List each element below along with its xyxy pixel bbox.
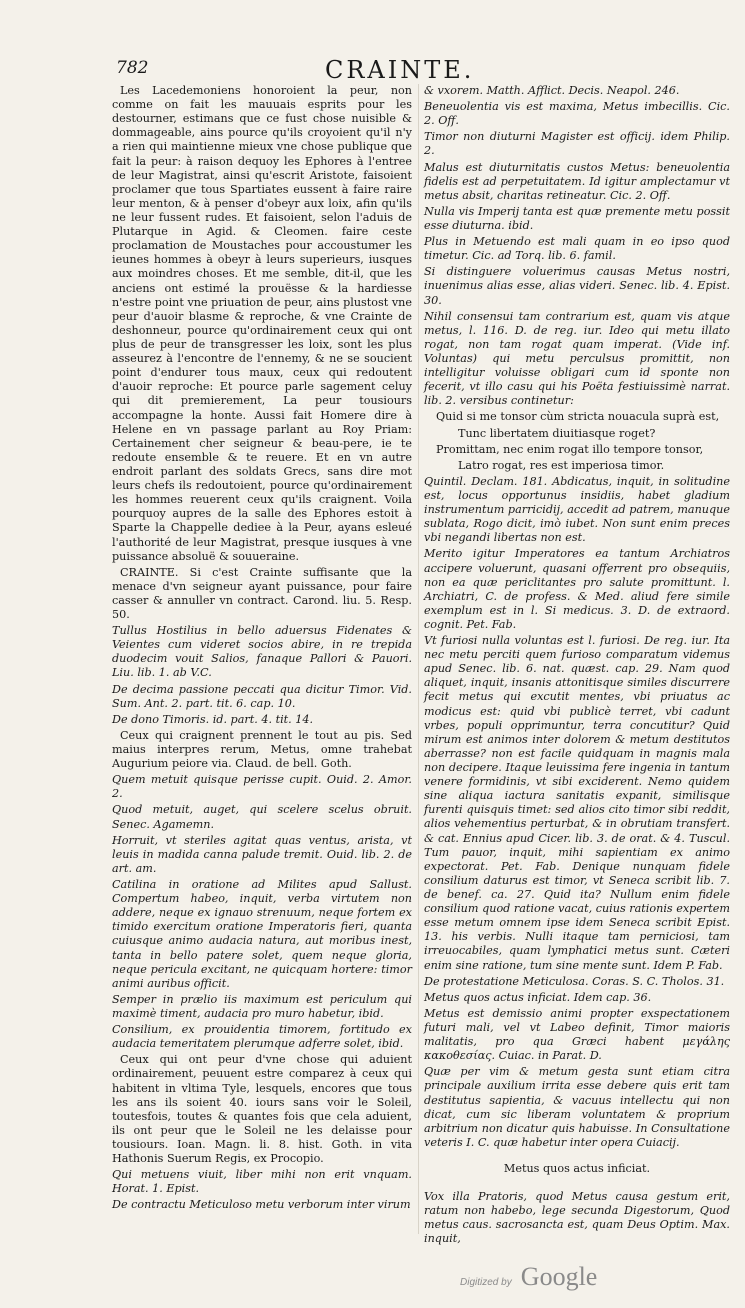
- right-column-paragraph: Beneuolentia vis est maxima, Metus imbecillis. Cic. 2. Off.: [424, 100, 730, 128]
- right-column-paragraph: Merito igitur Imperatores ea tantum Archiatros accipere voluerunt, quasani offerrent pro obsequiis, non ea quæ periclitantes pro salute promittunt. l. Archiatri, C. de profess. & Med. aliud fere simile exemplum est in l. Si medicus. 3. D. de extraord. cognit. Pet. Fab.: [424, 547, 730, 631]
- left-column-paragraph: Quem metuit quisque perisse cupit. Ouid. 2. Amor. 2.: [112, 773, 412, 801]
- left-column-paragraph: De contractu Meticuloso metu verborum inter virum: [112, 1198, 411, 1212]
- digitized-label: Digitized by: [460, 1277, 512, 1288]
- page-title: CRAINTE.: [325, 56, 475, 84]
- left-column-paragraph: Les Lacedemoniens honoroient la peur, non comme on fait les mauuais esprits pour les destourner, estimans que ce fust chose nuisible & dommageable, ains pource qu'ils croyoient qu'il n'y a rien qui maintienne mieux vne chose publique que fait la peur: à raison dequoy les Ephores à l'entree de leur Magistrat, ainsi qu'escrit Aristote, faisoient proclamer que tous Spartiates eussent à faire raire leur menton, & à penser d'obeyr aux loix, afin qu'ils ne leur fussent rudes. Et faisoient, selon l'aduis de Plutarque in Agid. & Cleomen. faire ceste proclamation de Moustaches pour accoustumer les ieunes hommes à obeyr à leurs superieurs, iusques aux moindres choses. Et me semble, dit-il, que les anciens ont estimé la prouësse & la hardiesse n'estre point vne priuation de peur, ains plustost vne peur d'auoir blasme & reproche, & vne Crainte de deshonneur, pource qu'ordinairement ceux qui ont plus de peur de transgresser les loix, sont les plus asseurez à l'encontre de l'ennemy, & ne se soucient point d'endurer tous maux, ceux qui redoutent d'auoir reproche: Et pource parle sagement celuy qui dit premierement, La peur tousiours accompagne la honte. Aussi fait Homere dire à Helene en vn passage parlant au Roy Priam: Certainement cher seigneur & beau-pere, ie te redoute ensemble & te reuere. Et en vn autre endroit parlant des soldats Grecs, sans dire mot leurs chefs ils redoutoient, pource qu'ordinairement les hommes reuerent ceux qu'ils craignent. Voila pourquoy aupres de la salle des Ephores estoit à Sparte la Chappelle dediee à la Peur, ayans esleué l'authorité de leur Magistrat, presque iusques à vne puissance absoluë & souueraine.: [112, 84, 412, 563]
- left-column-paragraph: De decima passione peccati qua dicitur Timor. Vid. Sum. Ant. 2. part. tit. 6. cap. 10.: [112, 682, 412, 710]
- left-column-paragraph: Semper in prælio iis maximum est periculum qui maximè timent, audacia pro muro habetur, ibid.: [112, 992, 412, 1020]
- page-number: 782: [116, 58, 149, 78]
- digitized-watermark: [460, 1262, 597, 1292]
- right-column-paragraph: Nihil consensui tam contrarium est, quam vis atque metus, l. 116. D. de reg. iur. Ideo qui metu illato rogat, non tam rogat quam imperat. (Vide inf. Voluntas) qui metu perculsus promittit, non intelligitur voluisse obligari cum id sponte non fecerit, vt illo casu qui his Poëta festiuissimè narrat. lib. 2. versibus continetur:: [424, 309, 730, 408]
- left-column-paragraph: Tullus Hostilius in bello aduersus Fidenates & Veientes cum videret socios abire, in re trepida duodecim vouit Salios, fanaque Pallori & Pauori. Liu. lib. 1. ab V.C.: [112, 624, 412, 680]
- right-column-paragraph: Nulla vis Imperij tanta est quæ premente metu possit esse diuturna. ibid.: [424, 204, 730, 232]
- column-divider: [418, 84, 419, 1234]
- right-column-paragraph: Si distinguere voluerimus causas Metus nostri, inuenimus alias esse, alias videri. Senec. lib. 4. Epist. 30.: [424, 265, 730, 307]
- right-column-paragraph: Quintil. Declam. 181. Abdicatus, inquit, in solitudine est, locus opportunus insidiis, habet gladium instrumentum parricidij, accedit ad patrem, manuque sublata, Rogo dicit, imò iubet. Non sunt enim preces vbi negandi libertas non est.: [424, 474, 730, 545]
- right-column-paragraph: Malus est diuturnitatis custos Metus: beneuolentia fidelis est ad perpetuitatem. Id igitur amplectamur vt metus absit, charitas retineatur. Cic. 2. Off.: [424, 160, 730, 202]
- right-column-paragraph: Quæ per vim & metum gesta sunt etiam citra principale auxilium irrita esse debere quis erit tam destitutus sapientia, & vacuus intellectu qui non dicat, cum sic liberam voluntatem & proprium arbitrium non dicatur quis habuisse. In Consultatione veteris I. C. quæ habetur inter opera Cuiacij.: [424, 1065, 730, 1149]
- left-column-paragraph: De dono Timoris. id. part. 4. tit. 14.: [112, 712, 314, 726]
- left-column-paragraph: Qui metuens viuit, liber mihi non erit vnquam. Horat. 1. Epist.: [112, 1168, 412, 1196]
- right-column-paragraph: Latro rogat, res est imperiosa timor.: [458, 458, 665, 472]
- right-column-paragraph: Metus quos actus inficiat. Idem cap. 36.: [424, 990, 652, 1004]
- left-column-paragraph: Catilina in oratione ad Milites apud Sallust. Compertum habeo, inquit, verba virtutem non addere, neque ex ignauo strenuum, neque fortem ex timido exercitum oratione Imperatoris fieri, quanta cuiusque animo audacia natura, aut moribus inest, tanta in bello patere solet, quem neque gloria, neque pericula excitant, ne quicquam hortere: timor animi auribus officit.: [112, 878, 412, 990]
- right-column-paragraph: Tunc libertatem diuitiasque roget?: [458, 426, 656, 440]
- google-logo: Google: [520, 1262, 598, 1291]
- left-column-paragraph: Consilium, ex prouidentia timorem, fortitudo ex audacia temeritatem plerumque adferre solet, ibid.: [112, 1023, 412, 1051]
- left-column-paragraph: Quod metuit, auget, qui scelere scelus obruit. Senec. Agamemn.: [112, 803, 412, 831]
- right-column-paragraph: Quid si me tonsor cùm stricta nouacula suprà est,: [436, 410, 720, 424]
- left-column-paragraph: CRAINTE. Si c'est Crainte suffisante que la menace d'vn seigneur ayant puissance, pour faire casser & annuller vn contract. Carond. liu. 5. Resp. 50.: [112, 565, 412, 622]
- left-column-paragraph: Ceux qui ont peur d'vne chose qui aduient ordinairement, peuuent estre comparez à ceux qui habitent in vltima Tyle, lesquels, encores que tous les ans ils soient 40. iours sans voir le Soleil, toutesfois, toutes & quantes fois que cela aduient, ils ont peur que le Soleil ne les delaisse pour tousiours. Ioan. Magn. li. 8. hist. Goth. in vita Hathonis Suerum Regis, ex Procopio.: [112, 1053, 412, 1166]
- right-column-paragraph: De protestatione Meticulosa. Coras. S. C. Tholos. 31.: [424, 974, 725, 988]
- right-column-paragraph: Plus in Metuendo est mali quam in eo ipso quod timetur. Cic. ad Torq. lib. 6. famil.: [424, 235, 730, 263]
- right-column: [424, 84, 730, 1249]
- right-column-paragraph: Vt furiosi nulla voluntas est l. furiosi. De reg. iur. Ita nec metu perciti quem furioso comparatum videmus apud Senec. lib. 6. nat. quæst. cap. 29. Nam quod aliquet, inquit, insanis attonitisque similes discurrere fecit metus qui excutit mentes, vbi priuatus ac modicus est: quid vbi publicè terret, vbi cadunt vrbes, populi opprimuntur, terra concutitur? Quid mirum est animos inter dolorem & metum destitutos aberrasse? non est facile quidquam in magnis mala non decipere. Itaque leuissima fere ingenia in tantum venere formidinis, vt sibi exciderent. Nemo quidem sine aliqua iactura sanitatis expanit, similisque furenti quisquis timet: sed alios cito timor sibi reddit, alios vehementius perturbat, & in obrutiam transfert. & cat. Ennius apud Cicer. lib. 3. de orat. & 4. Tuscul. Tum pauor, inquit, mihi sapientiam ex animo expectorat. Pet. Fab. Denique nunquam fidele consilium daturus est timor, vt Seneca scribit lib. 7. de benef. ca. 27. Quid ita? Nullum enim fidele consilium quod ratione vacat, cuius rationis expertem esse metum omnem ipse idem Seneca scribit Epist. 13. his verbis. Nulli itaque tam perniciosi, tam irreuocabiles, quam lymphatici metus sunt. Cæteri enim sine ratione, tum sine mente sunt. Idem P. Fab.: [424, 634, 730, 972]
- right-column-paragraph: Metus est demissio animi propter exspectationem futuri mali, vel vt Labeo definit, Timor maioris malitatis, pro qua Græci habent μεγάλης κακοθεσίας. Cuiac. in Parat. D.: [424, 1006, 730, 1063]
- left-column: [112, 84, 412, 1215]
- left-column-paragraph: Horruit, vt steriles agitat quas ventus, arista, vt leuis in madida canna palude tremit. Ouid. lib. 2. de art. am.: [112, 833, 412, 875]
- right-column-paragraph: Metus quos actus inficiat.: [503, 1161, 651, 1175]
- right-column-paragraph: Timor non diuturni Magister est officij. idem Philip. 2.: [424, 130, 730, 158]
- right-column-paragraph: Vox illa Pratoris, quod Metus causa gestum erit, ratum non habebo, lege secunda Digestorum, Quod metus caus. sacrosancta est, quam Deus Optim. Max. inquit,: [424, 1190, 730, 1246]
- left-column-paragraph: Ceux qui craignent prennent le tout au pis. Sed maius interpres rerum, Metus, omne trahebat Augurium peiore via. Claud. de bell. Goth.: [112, 728, 412, 771]
- right-column-paragraph: Promittam, nec enim rogat illo tempore tonsor,: [436, 442, 704, 456]
- right-column-paragraph: & vxorem. Matth. Afflict. Decis. Neapol. 246.: [424, 84, 680, 97]
